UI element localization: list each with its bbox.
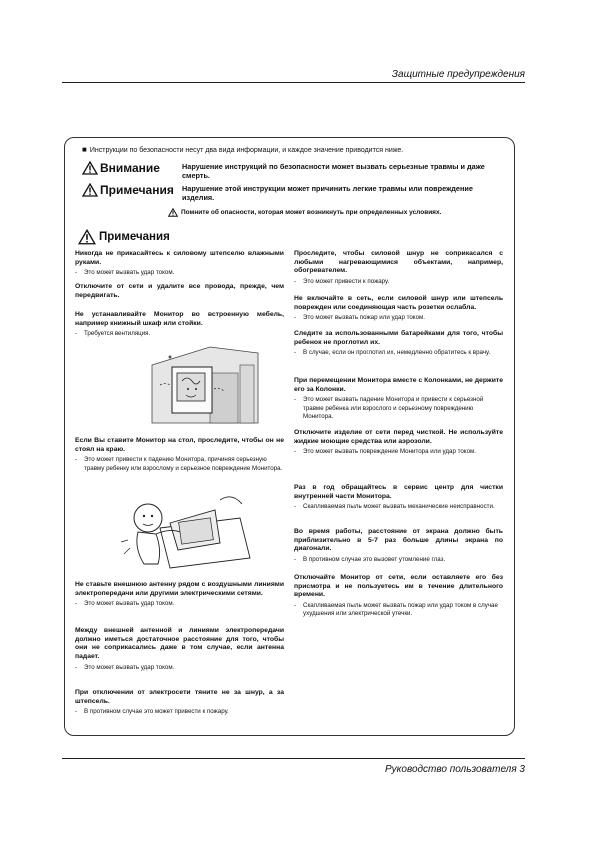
- item-title: Не включайте в сеть, если силовой шнур или штепсель поврежден или соединяющая часть розетки ослабла.: [294, 295, 503, 311]
- legend-warning-label: Внимание: [100, 161, 160, 175]
- section-heading-label: Примечания: [99, 231, 170, 243]
- item-note: - Скапливаемая пыль может вызвать пожар или удар током в случае ухудшения или электрической утечки.: [294, 602, 498, 618]
- item-title: Проследите, чтобы силовой шнур не соприкасался с любыми нагревающимися объектами, например, обогревателем.: [294, 250, 503, 275]
- legend-remember-text: Помните об опасности, которая может возникнуть при определенных условиях.: [181, 209, 442, 216]
- legend-caution-text: Нарушение этой инструкции может причинить легкие травмы или повреждение изделия.: [182, 184, 473, 203]
- footer-rule: [62, 758, 525, 759]
- warning-triangle-icon: [82, 161, 98, 175]
- section-heading: [78, 229, 170, 245]
- item-note: - Скапливаемая пыль может вызвать механические неисправности.: [294, 503, 495, 511]
- right-item: [294, 330, 503, 358]
- item-note: - Это может вызвать повреждение Монитора или удар током.: [294, 448, 476, 456]
- left-item: [75, 437, 284, 473]
- left-item: [75, 283, 284, 300]
- intro-line: [82, 145, 502, 154]
- page-header-title: Защитные предупреждения: [391, 69, 525, 80]
- item-note: - Это может вызвать пожар или удар током.: [294, 314, 425, 322]
- item-title: При перемещении Монитора вместе с Колонками, не держите его за Колонки.: [294, 377, 503, 393]
- right-item: [294, 295, 503, 323]
- item-title: Отключите от сети и удалите все провода, прежде, чем передвигать.: [75, 283, 284, 299]
- left-item: [75, 689, 284, 717]
- item-title: Не устанавливайте Монитор во встроенную мебель, например книжный шкаф или стойки.: [75, 311, 284, 327]
- item-note: - В противном случае это вызовет утомление глаз.: [294, 556, 446, 564]
- item-title: Отключайте Монитор от сети, если оставляете его без присмотра и не пользуетесь им в течение длительного времени.: [294, 574, 503, 599]
- item-title: Между внешней антенной и линиями электропередачи должно иметься достаточное расстояние для того, чтобы они не соприкасались даже в том случае, если антенна падает.: [75, 627, 284, 661]
- intro-text: Инструкции по безопасности несут два вида информации, и каждое значение приводится ниже.: [89, 147, 404, 154]
- legend-remember: [168, 208, 441, 217]
- right-item: [294, 429, 503, 457]
- item-title: Никогда не прикасайтесь к силовому штепселю влажными руками.: [75, 250, 284, 266]
- right-item: [294, 484, 503, 512]
- item-note: - Требуется вентиляция.: [75, 330, 151, 338]
- item-note: - В противном случае это может привести к пожару.: [75, 708, 229, 716]
- left-item: [75, 311, 284, 339]
- item-note: - Это может привести к падению Монитора, причиняя серьезную травму ребенку или взрослому и серьезное повреждение Монитора.: [75, 456, 283, 472]
- item-title: Раз в год обращайтесь в сервис центр для чистки внутренней части Монитора.: [294, 484, 503, 500]
- item-title: Если Вы ставите Монитор на стол, проследите, чтобы он не стоял на краю.: [75, 437, 284, 453]
- monitor-in-cabinet-illustration: [150, 345, 260, 427]
- item-note: - Это может вызвать удар током.: [75, 269, 175, 277]
- intro-bullet-icon: ■: [82, 145, 87, 154]
- left-item: [75, 627, 284, 672]
- item-note: - Это может привести к пожару.: [294, 278, 390, 286]
- legend-warning-text: Нарушение инструкций по безопасности может вызвать серьезные травмы и даже смерть.: [182, 162, 485, 181]
- header-rule: [62, 82, 525, 83]
- item-title: При отключении от электросети тяните не за шнур, а за штепсель.: [75, 689, 284, 705]
- item-title: Не ставьте внешнюю антенну рядом с воздушными линиями электропередачи или другими электрическими сетями.: [75, 581, 284, 597]
- left-item: [75, 581, 284, 609]
- page-footer: Руководство пользователя 3: [385, 764, 525, 775]
- section-caution-icon: [78, 229, 96, 245]
- right-item: [294, 528, 503, 564]
- caution-triangle-icon: [82, 183, 98, 197]
- item-note: - В случае, если он проглотил их, немедленно обратитесь к врачу.: [294, 349, 491, 357]
- child-monitor-falling-illustration: [120, 488, 255, 573]
- item-title: Отключите изделие от сети перед чисткой. Не используйте жидкие моющие средства или аэрозоли.: [294, 429, 503, 445]
- small-warning-triangle-icon: [168, 208, 178, 217]
- item-note: - Это может вызвать удар током.: [75, 663, 175, 671]
- right-item: [294, 574, 503, 619]
- item-title: Во время работы, расстояние от экрана должно быть приблизительно в 5-7 раз больше длины экрана по диагонали.: [294, 528, 503, 553]
- left-item: [75, 250, 284, 278]
- right-item: [294, 250, 503, 286]
- item-note: - Это может вызвать падение Монитора и привести к серьезной травме ребенка или взрослого и серьезному повреждению Монитора.: [294, 396, 484, 421]
- legend-caution-label: Примечания: [100, 183, 174, 197]
- item-title: Следите за использованными батарейками для того, чтобы ребенок не проглотил их.: [294, 330, 503, 346]
- item-note: - Это может вызвать удар током.: [75, 600, 175, 608]
- right-item: [294, 377, 503, 421]
